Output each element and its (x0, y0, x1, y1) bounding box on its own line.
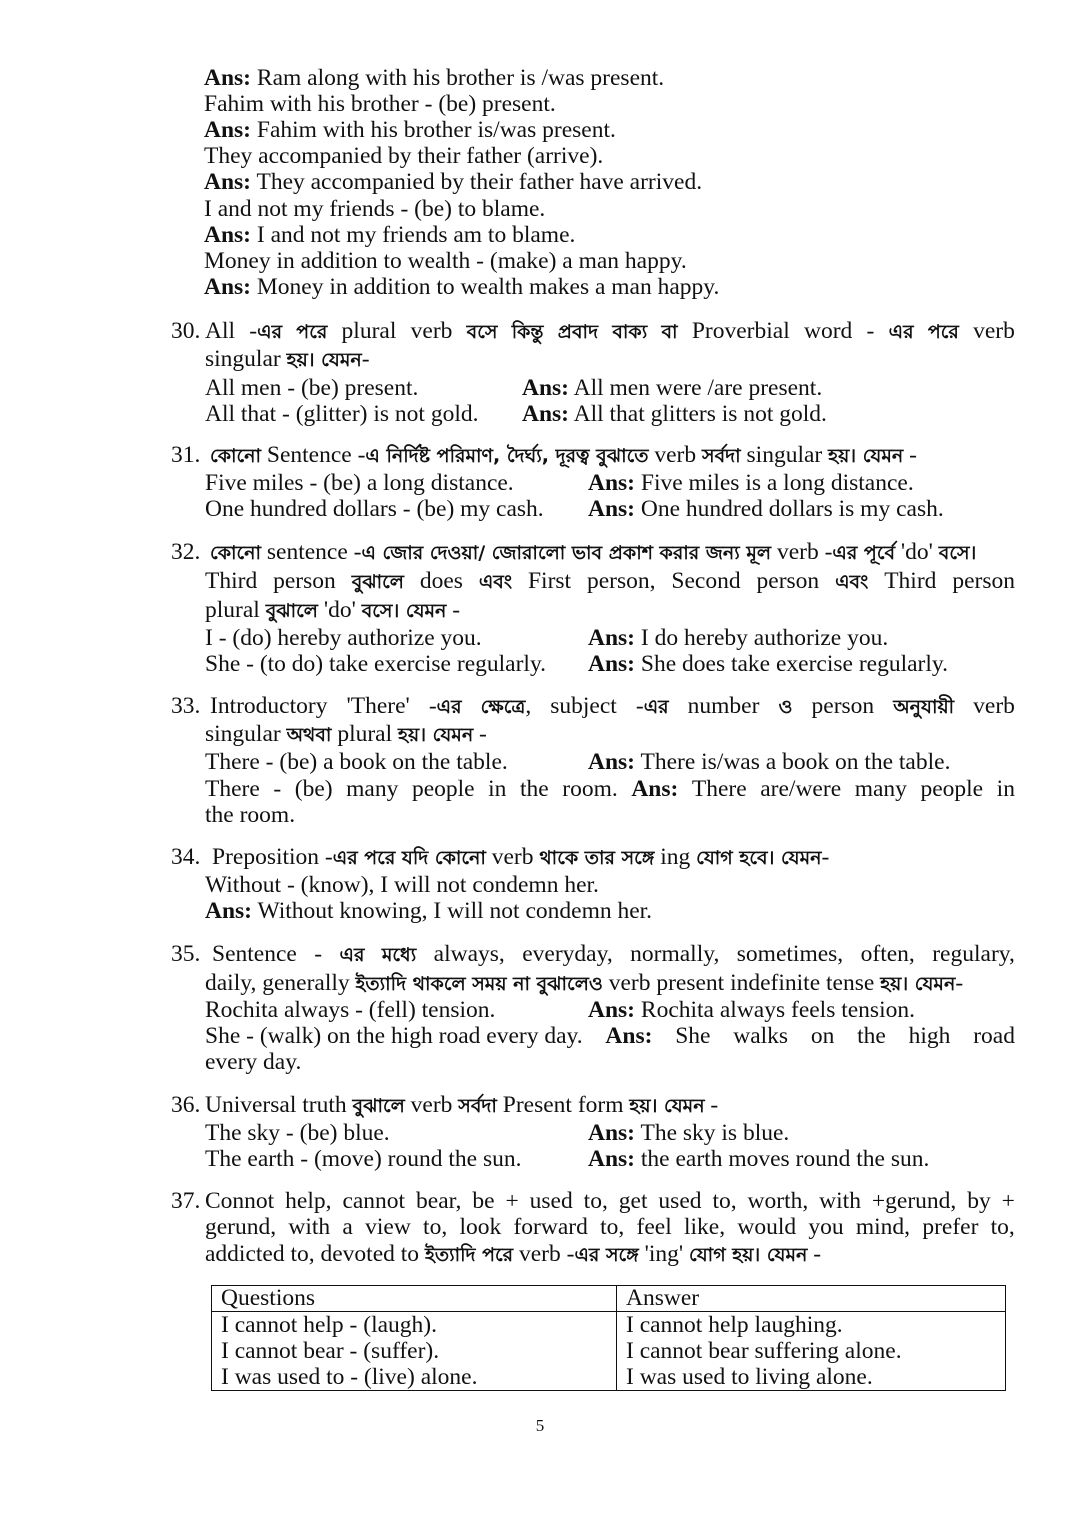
table-header-cell: Answer (617, 1286, 1006, 1312)
answer-label: Ans: (204, 273, 252, 300)
word: 'There' (346, 693, 410, 719)
line-text: Ram along with his brother is /was present. (256, 65, 665, 91)
answer-text: All that glitters is not gold. (573, 401, 827, 427)
answer-text: She does take exercise regularly. (640, 651, 948, 677)
word: এর (339, 944, 365, 966)
answer-text: Rochita always feels tension. (640, 997, 915, 1023)
word: She - (walk) on the high road every day. (205, 1023, 583, 1049)
word: view (365, 1214, 411, 1240)
word: with (288, 1214, 331, 1240)
rule-number: 31. (171, 442, 201, 468)
word: bear, (416, 1188, 462, 1214)
example-answer (588, 496, 944, 522)
word: number (687, 693, 760, 719)
word: Sentence (212, 941, 297, 967)
example-answer (588, 749, 950, 775)
word: ও (778, 696, 793, 718)
word: a (342, 1214, 353, 1240)
example-answer (588, 651, 948, 677)
answer-label: Ans: (204, 221, 252, 248)
word: cannot (342, 1188, 406, 1214)
word: used (658, 1188, 702, 1214)
word: look (459, 1214, 502, 1240)
rule-text (212, 941, 1015, 968)
answer-text: One hundred dollars is my cash. (640, 496, 944, 522)
rule-number: 30. (171, 318, 201, 344)
answer-text: All men were /are present. (573, 375, 823, 401)
word: - (314, 941, 323, 967)
question-line (204, 248, 687, 274)
rule-text: singular অথবা plural হয়। যেমন - (205, 721, 487, 747)
word: person (756, 568, 820, 594)
rule-number: 34. (171, 844, 201, 870)
word: Third (205, 568, 258, 594)
word: people (411, 776, 475, 802)
answer-label: Ans: (588, 1146, 636, 1172)
word: to, (712, 1188, 737, 1214)
word: many (854, 776, 907, 802)
answer-text: I do hereby authorize you. (640, 625, 889, 651)
word: Proverbial (691, 318, 790, 344)
word: ক্ষেত্রে, (480, 693, 532, 719)
word: like, (684, 1214, 726, 1240)
word: পরে (927, 321, 959, 343)
word: person, (586, 568, 656, 594)
word: Ans: (605, 1023, 653, 1049)
answer-label: Ans: (588, 625, 636, 651)
question-line (204, 143, 603, 169)
word: be (472, 1188, 495, 1214)
example-table (211, 1285, 1006, 1391)
answer-label: Ans: (204, 117, 252, 144)
table-cell-line: I cannot help laughing. (626, 1312, 843, 1338)
word: plural (341, 318, 397, 344)
line-text: Fahim with his brother is/was present. (256, 117, 616, 144)
answer-line (204, 117, 616, 143)
example-answer (522, 401, 827, 427)
word: are/were (760, 776, 842, 802)
example-question: The sky - (be) blue. (205, 1120, 390, 1146)
line-text: They accompanied by their father (arrive). (204, 143, 604, 170)
answer-label: Ans: (205, 898, 253, 924)
word: road (973, 1023, 1015, 1049)
word: worth, (747, 1188, 809, 1214)
rule-text: daily, generally ইত্যাদি থাকলে সময় না বুঝালেও verb present indefinite tense হয়। যেমন- (205, 970, 964, 996)
table-cell-line: I was used to living alone. (626, 1364, 873, 1390)
word: এবং (835, 571, 869, 593)
word: on (810, 1023, 835, 1049)
example-answer (205, 898, 652, 924)
word: to, (990, 1214, 1015, 1240)
word: Second (671, 568, 741, 594)
word: gerund, (205, 1214, 277, 1240)
word: verb (973, 693, 1015, 719)
rule-text: Preposition -এর পরে যদি কোনো verb থাকে তার সঙ্গে ing যোগ হবে। যেমন- (212, 844, 830, 870)
rule-text (205, 318, 1015, 345)
word: feel (636, 1214, 672, 1240)
word: - (273, 776, 282, 802)
word: get (618, 1188, 648, 1214)
example-question: She - (to do) take exercise regularly. (205, 651, 547, 677)
example-answer (588, 1146, 929, 1172)
word: help, (285, 1188, 332, 1214)
word: There (205, 776, 260, 802)
line-text: I and not my friends - (be) to blame. (204, 195, 546, 222)
word: forward (513, 1214, 588, 1240)
word: - (866, 318, 875, 344)
example-question: One hundred dollars - (be) my cash. (205, 496, 544, 522)
word: would (737, 1214, 797, 1240)
word: (be) (294, 776, 333, 802)
answer-label: Ans: (204, 65, 252, 91)
word: পরে (296, 321, 328, 343)
questions-cell (212, 1312, 617, 1391)
word: person (952, 568, 1015, 594)
word: + (1001, 1188, 1015, 1214)
example-question: Rochita always - (fell) tension. (205, 997, 496, 1023)
word: mind, (855, 1214, 911, 1240)
answer-text: The sky is blue. (640, 1120, 790, 1146)
example-continuation: the room. (205, 802, 296, 828)
line-text: Money in addition to wealth - (make) a man happy. (204, 247, 687, 274)
table-cell-line: I cannot bear suffering alone. (626, 1338, 902, 1364)
rule-number: 35. (171, 941, 201, 967)
word: sometimes, (736, 941, 844, 967)
table-cell-line: I cannot bear - (suffer). (221, 1338, 440, 1364)
answer-text: Without knowing, I will not condemn her. (257, 898, 653, 924)
rule-text: singular হয়। যেমন- (205, 346, 370, 372)
word: Ans: (631, 776, 679, 802)
rule-number: 37. (171, 1188, 201, 1214)
word: walks (733, 1023, 789, 1049)
rule-text: কোনো sentence -এ জোর দেওয়া/ জোরালো ভাব প্রকাশ করার জন্য মূল verb -এর পূর্বে 'do' বসে। (210, 539, 977, 565)
word: room. (562, 776, 618, 802)
line-text: Fahim with his brother - (be) present. (204, 91, 556, 118)
answer-line (204, 222, 575, 248)
example-line (205, 776, 1015, 802)
word: person (273, 568, 336, 594)
word: +gerund, (871, 1188, 957, 1214)
word: অনুযায়ী (893, 696, 955, 718)
table-cell-line: I was used to - (live) alone. (221, 1364, 478, 1390)
rule-text (205, 1188, 1015, 1214)
answer-line (204, 274, 719, 300)
word: the (519, 776, 549, 802)
example-answer (588, 997, 915, 1023)
example-question: I - (do) hereby authorize you. (205, 625, 482, 651)
example-question: Five miles - (be) a long distance. (205, 470, 514, 496)
word: She (675, 1023, 711, 1049)
word: person (811, 693, 875, 719)
word: All (205, 318, 236, 344)
rule-text (205, 568, 1015, 595)
word: verb (973, 318, 1015, 344)
word: to, (600, 1214, 625, 1240)
example-answer (522, 375, 822, 401)
word: word (803, 318, 853, 344)
word: কিন্তু (511, 321, 544, 343)
example-question: All men - (be) present. (205, 375, 419, 401)
line-text: I and not my friends am to blame. (256, 221, 576, 248)
rule-number: 32. (171, 539, 201, 565)
answer-line (204, 169, 702, 195)
word: বসে (466, 321, 498, 343)
answers-cell (617, 1312, 1006, 1391)
word: many (346, 776, 399, 802)
word: প্রবাদ (557, 321, 599, 343)
word: in (488, 776, 507, 802)
example-question: All that - (glitter) is not gold. (205, 401, 479, 427)
word: by (967, 1188, 991, 1214)
word: এর (888, 321, 914, 343)
rule-text: plural বুঝালে 'do' বসে। যেমন - (205, 597, 461, 623)
answer-line (204, 65, 664, 91)
answer-label: Ans: (522, 375, 570, 401)
table-header-cell: Questions (212, 1286, 617, 1312)
answer-label: Ans: (588, 1120, 636, 1146)
word: to, (423, 1214, 448, 1240)
rule-text (205, 1214, 1015, 1240)
answer-label: Ans: (588, 496, 636, 522)
word: always, (433, 941, 505, 967)
word: prefer (922, 1214, 979, 1240)
word: does (419, 568, 463, 594)
word: Connot (205, 1188, 275, 1214)
example-answer (588, 625, 888, 651)
example-question: The earth - (move) round the sun. (205, 1146, 522, 1172)
example-answer (588, 470, 914, 496)
answer-label: Ans: (588, 470, 636, 496)
answer-label: Ans: (204, 169, 252, 196)
word: Introductory (210, 693, 328, 719)
word: often, (860, 941, 915, 967)
example-question: There - (be) a book on the table. (205, 749, 508, 775)
word: the (857, 1023, 886, 1049)
word: -এর (249, 318, 283, 344)
word: First (527, 568, 572, 594)
word: বুঝালে (351, 571, 404, 593)
word: normally, (630, 941, 720, 967)
word: regulary, (932, 941, 1015, 967)
rule-number: 33. (171, 693, 201, 719)
word: বাক্য (612, 321, 648, 343)
answer-text: Five miles is a long distance. (640, 470, 914, 496)
word: in (996, 776, 1015, 802)
rule-text: Universal truth বুঝালে verb সর্বদা Present form হয়। যেমন - (205, 1092, 719, 1118)
rule-text (210, 693, 1015, 720)
example-answer (588, 1120, 789, 1146)
answer-label: Ans: (522, 401, 570, 427)
word: used (529, 1188, 573, 1214)
answer-label: Ans: (588, 997, 636, 1023)
rule-text: কোনো Sentence -এ নির্দিষ্ট পরিমাণ, দৈর্ঘ্য, দূরত্ব বুঝাতে verb সর্বদা singular হয়। যেমন - (210, 442, 917, 468)
example-question: Without - (know), I will not condemn her. (205, 872, 599, 898)
page-number: 5 (535, 1416, 545, 1435)
answer-text: There is/was a book on the table. (640, 749, 951, 775)
word: There (691, 776, 747, 802)
rule-text: addicted to, devoted to ইত্যাদি পরে verb -এর সঙ্গে 'ing' যোগ হয়। যেমন - (205, 1241, 822, 1267)
word: -এর (635, 693, 669, 719)
line-text: They accompanied by their father have arrived. (256, 169, 703, 196)
word: people (920, 776, 984, 802)
word: Third (884, 568, 937, 594)
rule-number: 36. (171, 1092, 201, 1118)
word: high (908, 1023, 951, 1049)
word: মধ্যে (381, 944, 417, 966)
word: subject (550, 693, 617, 719)
example-line (205, 1023, 1015, 1049)
table-row (212, 1312, 1006, 1391)
table-header-row (212, 1286, 1006, 1312)
answer-text: the earth moves round the sun. (640, 1146, 930, 1172)
word: you (808, 1214, 844, 1240)
word: with (819, 1188, 861, 1214)
table-cell-line: I cannot help - (laugh). (221, 1312, 437, 1338)
answer-label: Ans: (588, 651, 636, 677)
word: -এর (428, 693, 462, 719)
question-line (204, 196, 545, 222)
question-line (204, 91, 556, 117)
word: everyday, (522, 941, 613, 967)
line-text: Money in addition to wealth makes a man happy. (256, 273, 720, 300)
answer-label: Ans: (588, 749, 636, 775)
word: + (505, 1188, 519, 1214)
word: এবং (478, 571, 513, 593)
word: verb (410, 318, 453, 344)
example-continuation: every day. (205, 1049, 302, 1075)
word: বা (661, 321, 678, 343)
word: to, (583, 1188, 608, 1214)
